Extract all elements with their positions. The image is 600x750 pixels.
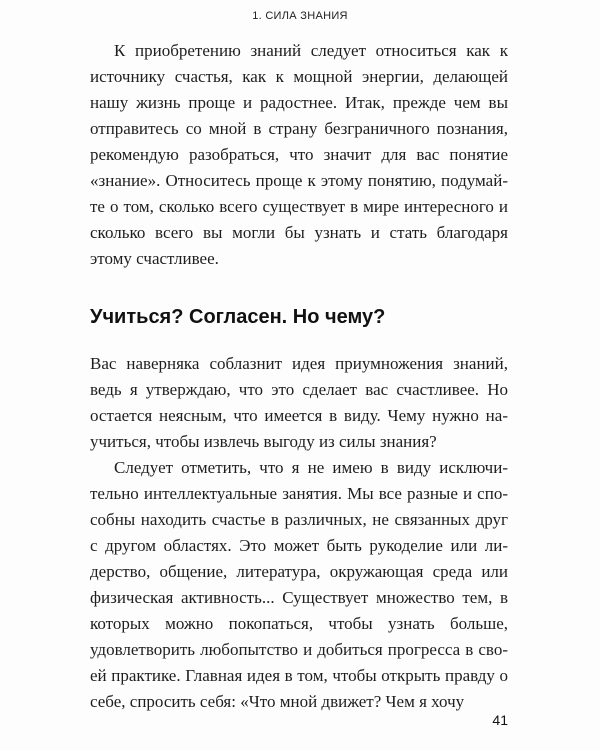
section-heading: Учиться? Согласен. Но чему?	[90, 306, 386, 328]
section-paragraph-1: Вас наверняка соблазнит идея приумножения знаний, ведь я утверждаю, что это сделает вас счастливее. Но остается неясным, что имеется в виду. Чему нужно научиться, чтобы извлечь выгоду из силы знания?	[90, 354, 508, 451]
section-paragraph-2: Следует отметить, что я не имею в виду исключительно интеллектуальные занятия. Мы все разные и способны находить счастье в различных, не связанных друг с другом областях. Это может быть рукоделие или лидерство, общение, литература, окружающая среда или физическая активность... Существует множество тем, в которых можно покопаться, чтобы узнать больше, удовлетворить любопытство и добиться прогресса в своей практике. Главная идея в том, чтобы открыть правду о себе, спросить себя: «Что мной движет? Чем я хочу	[90, 458, 508, 711]
page-number: 41	[492, 712, 508, 728]
section-body	[90, 351, 508, 715]
running-head: 1. СИЛА ЗНАНИЯ	[252, 10, 348, 22]
intro-paragraph: К приобретению знаний следует относиться как к источнику счастья, как к мощной энергии, делающей нашу жизнь проще и радостнее. Итак, прежде чем вы отправитесь со мной в страну безграничного познания, рекомендую разобраться, что значит для вас понятие «знание». Относитесь проще к этому понятию, подумайте о том, сколько всего существует в мире интересного и сколько всего вы могли бы узнать и стать благодаря этому счастливее.	[90, 41, 508, 268]
